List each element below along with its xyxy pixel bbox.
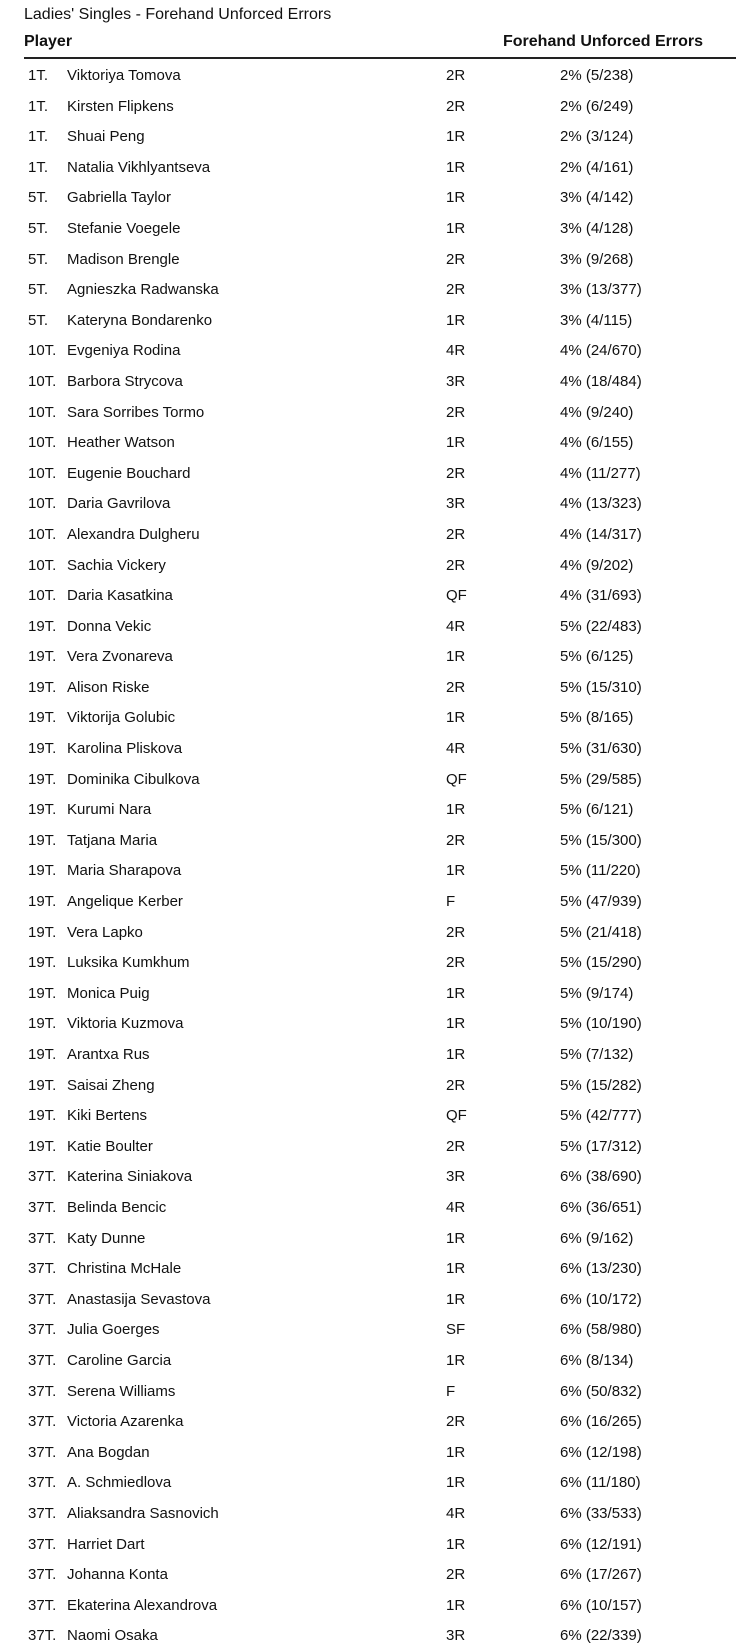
forehand-unforced-errors-value: 5% (6/125): [560, 648, 634, 666]
round-reached: 1R: [446, 862, 466, 880]
forehand-unforced-errors-value: 5% (22/483): [560, 617, 642, 635]
round-reached: 1R: [446, 219, 466, 237]
forehand-unforced-errors-value: 6% (22/339): [560, 1627, 642, 1645]
forehand-unforced-errors-value: 2% (6/249): [560, 97, 634, 115]
round-reached: QF: [446, 587, 467, 605]
forehand-unforced-errors-value: 2% (4/161): [560, 158, 634, 176]
table-row: [0, 244, 756, 275]
table-row: [0, 458, 756, 489]
forehand-unforced-errors-value: 6% (9/162): [560, 1229, 634, 1247]
table-row: [0, 213, 756, 244]
forehand-unforced-errors-value: 5% (9/174): [560, 984, 634, 1002]
player-rank: 37T.: [28, 1596, 57, 1614]
page-title: Ladies' Singles - Forehand Unforced Errors: [24, 6, 332, 23]
table-row: [0, 1131, 756, 1162]
round-reached: 2R: [446, 250, 466, 268]
player-name: Madison Brengle: [67, 250, 180, 268]
player-name: Anastasija Sevastova: [67, 1290, 211, 1308]
player-rank: 37T.: [28, 1443, 57, 1461]
forehand-unforced-errors-value: 5% (8/165): [560, 709, 634, 727]
round-reached: 1R: [446, 434, 466, 452]
table-row: [0, 1467, 756, 1498]
forehand-unforced-errors-value: 6% (17/267): [560, 1566, 642, 1584]
table-row: [0, 1039, 756, 1070]
player-rank: 19T.: [28, 954, 57, 972]
forehand-unforced-errors-value: 3% (13/377): [560, 281, 642, 299]
player-name: Viktoria Kuzmova: [67, 1015, 184, 1033]
table-row: [0, 305, 756, 336]
table-row: [0, 91, 756, 122]
player-rank: 19T.: [28, 923, 57, 941]
table-row: [0, 1284, 756, 1315]
table-row: [0, 1223, 756, 1254]
table-row: [0, 366, 756, 397]
player-rank: 19T.: [28, 1107, 57, 1125]
round-reached: 1R: [446, 648, 466, 666]
player-rank: 10T.: [28, 525, 57, 543]
player-rank: 5T.: [28, 219, 49, 237]
player-name: Shuai Peng: [67, 128, 145, 146]
player-rank: 1T.: [28, 158, 49, 176]
round-reached: 4R: [446, 1504, 466, 1522]
table-row: [0, 1161, 756, 1192]
player-rank: 37T.: [28, 1321, 57, 1339]
player-name: Ana Bogdan: [67, 1443, 150, 1461]
round-reached: SF: [446, 1321, 466, 1339]
player-rank: 37T.: [28, 1627, 57, 1645]
forehand-unforced-errors-value: 5% (15/310): [560, 678, 642, 696]
player-name: Natalia Vikhlyantseva: [67, 158, 211, 176]
round-reached: 1R: [446, 1535, 466, 1553]
forehand-unforced-errors-value: 4% (31/693): [560, 587, 642, 605]
player-rank: 5T.: [28, 250, 49, 268]
round-reached: 3R: [446, 495, 466, 513]
player-rank: 19T.: [28, 862, 57, 880]
table-header: [24, 31, 736, 59]
forehand-unforced-errors-value: 2% (5/238): [560, 67, 634, 84]
round-reached: 1R: [446, 1015, 466, 1033]
player-name: Karolina Pliskova: [67, 740, 183, 758]
table-row: [0, 1314, 756, 1345]
table-row: [0, 1590, 756, 1621]
player-rank: 37T.: [28, 1290, 57, 1308]
table-row: [0, 550, 756, 581]
player-rank: 19T.: [28, 770, 57, 788]
round-reached: 1R: [446, 311, 466, 329]
player-rank: 37T.: [28, 1351, 57, 1369]
player-rank: 37T.: [28, 1382, 57, 1400]
round-reached: 1R: [446, 128, 466, 146]
round-reached: 1R: [446, 1229, 466, 1247]
player-name: Ekaterina Alexandrova: [67, 1596, 218, 1614]
table-row: [0, 580, 756, 611]
player-name: Christina McHale: [67, 1260, 182, 1278]
player-rank: 10T.: [28, 587, 57, 605]
table-row: [0, 825, 756, 856]
round-reached: 2R: [446, 923, 466, 941]
player-rank: 19T.: [28, 831, 57, 849]
player-rank: 19T.: [28, 1137, 57, 1155]
round-reached: 1R: [446, 1474, 466, 1492]
player-name: Daria Kasatkina: [67, 587, 173, 605]
forehand-unforced-errors-value: 3% (4/142): [560, 189, 634, 207]
table-row: [0, 1376, 756, 1407]
player-name: Maria Sharapova: [67, 862, 182, 880]
round-reached: 2R: [446, 954, 466, 972]
player-rank: 19T.: [28, 648, 57, 666]
round-reached: 1R: [446, 1351, 466, 1369]
forehand-unforced-errors-value: 5% (17/312): [560, 1137, 642, 1155]
player-name: Saisai Zheng: [67, 1076, 155, 1094]
forehand-unforced-errors-value: 5% (29/585): [560, 770, 642, 788]
round-reached: 1R: [446, 709, 466, 727]
player-name: Alexandra Dulgheru: [67, 525, 200, 543]
round-reached: 1R: [446, 801, 466, 819]
round-reached: 3R: [446, 1168, 466, 1186]
table-row: [0, 488, 756, 519]
table-row: [0, 855, 756, 886]
round-reached: 2R: [446, 97, 466, 115]
round-reached: 2R: [446, 1137, 466, 1155]
player-name: Viktoriya Tomova: [67, 67, 181, 84]
player-rank: 19T.: [28, 801, 57, 819]
player-name: Kiki Bertens: [67, 1107, 148, 1125]
player-name: Belinda Bencic: [67, 1198, 167, 1216]
player-name: Evgeniya Rodina: [67, 342, 181, 360]
forehand-unforced-errors-value: 6% (13/230): [560, 1260, 642, 1278]
forehand-unforced-errors-value: 5% (15/282): [560, 1076, 642, 1094]
player-rank: 19T.: [28, 1076, 57, 1094]
player-rank: 5T.: [28, 281, 49, 299]
player-name: Serena Williams: [67, 1382, 176, 1400]
table-row: [0, 274, 756, 305]
round-reached: 2R: [446, 1413, 466, 1431]
forehand-unforced-errors-value: 5% (42/777): [560, 1107, 642, 1125]
round-reached: 2R: [446, 525, 466, 543]
forehand-unforced-errors-value: 5% (6/121): [560, 801, 634, 819]
forehand-unforced-errors-value: 5% (11/220): [560, 862, 641, 880]
round-reached: 4R: [446, 1198, 466, 1216]
player-name: Harriet Dart: [67, 1535, 145, 1553]
player-rank: 1T.: [28, 67, 49, 84]
table-row: [0, 1498, 756, 1529]
table-row: [0, 1406, 756, 1437]
forehand-unforced-errors-value: 5% (7/132): [560, 1046, 634, 1063]
table-row: [0, 1253, 756, 1284]
player-name: Dominika Cibulkova: [67, 770, 200, 788]
forehand-unforced-errors-value: 6% (10/172): [560, 1290, 642, 1308]
player-name: Julia Goerges: [67, 1321, 160, 1339]
player-name: Eugenie Bouchard: [67, 464, 191, 482]
player-name: Monica Puig: [67, 984, 150, 1002]
round-reached: 1R: [446, 1290, 466, 1308]
table-row: [0, 733, 756, 764]
forehand-unforced-errors-value: 6% (50/832): [560, 1382, 642, 1400]
player-rank: 19T.: [28, 678, 57, 696]
player-rank: 10T.: [28, 403, 57, 421]
forehand-unforced-errors-value: 3% (9/268): [560, 250, 634, 268]
round-reached: 2R: [446, 67, 466, 84]
forehand-unforced-errors-value: 6% (11/180): [560, 1474, 641, 1492]
player-rank: 10T.: [28, 495, 57, 513]
player-rank: 37T.: [28, 1474, 57, 1492]
forehand-unforced-errors-value: 6% (33/533): [560, 1504, 642, 1522]
forehand-unforced-errors-value: 4% (9/240): [560, 403, 634, 421]
round-reached: 3R: [446, 372, 466, 390]
player-rank: 37T.: [28, 1260, 57, 1278]
round-reached: 4R: [446, 617, 466, 635]
column-header-forehand-unforced-errors: Forehand Unforced Errors: [503, 33, 704, 50]
player-rank: 37T.: [28, 1198, 57, 1216]
player-name: Heather Watson: [67, 434, 175, 452]
forehand-unforced-errors-value: 6% (12/191): [560, 1535, 642, 1553]
table-row: [0, 1620, 756, 1651]
table-row: [0, 1070, 756, 1101]
player-name: Kirsten Flipkens: [67, 97, 174, 115]
table-body: [0, 60, 756, 1651]
table-row: [0, 519, 756, 550]
player-rank: 19T.: [28, 893, 57, 911]
player-name: Katie Boulter: [67, 1137, 153, 1155]
player-name: A. Schmiedlova: [67, 1474, 172, 1492]
round-reached: 2R: [446, 403, 466, 421]
round-reached: 1R: [446, 1596, 466, 1614]
table-row: [0, 1559, 756, 1590]
player-name: Aliaksandra Sasnovich: [67, 1504, 219, 1522]
round-reached: 3R: [446, 1627, 466, 1645]
forehand-unforced-errors-value: 4% (9/202): [560, 556, 634, 574]
player-name: Gabriella Taylor: [67, 189, 171, 207]
table-row: [0, 886, 756, 917]
player-rank: 5T.: [28, 311, 49, 329]
player-name: Vera Lapko: [67, 923, 143, 941]
player-name: Luksika Kumkhum: [67, 954, 190, 972]
round-reached: 2R: [446, 556, 466, 574]
forehand-unforced-errors-value: 6% (58/980): [560, 1321, 642, 1339]
player-rank: 37T.: [28, 1566, 57, 1584]
forehand-unforced-errors-value: 4% (14/317): [560, 525, 642, 543]
player-name: Arantxa Rus: [67, 1046, 150, 1063]
player-name: Victoria Azarenka: [67, 1413, 184, 1431]
player-rank: 37T.: [28, 1168, 57, 1186]
player-rank: 19T.: [28, 617, 57, 635]
forehand-unforced-errors-value: 4% (13/323): [560, 495, 642, 513]
forehand-unforced-errors-value: 6% (8/134): [560, 1351, 634, 1369]
player-rank: 37T.: [28, 1535, 57, 1553]
column-header-player: Player: [24, 33, 73, 50]
round-reached: 4R: [446, 740, 466, 758]
table-row: [0, 764, 756, 795]
forehand-unforced-errors-value: 5% (21/418): [560, 923, 642, 941]
player-rank: 19T.: [28, 984, 57, 1002]
player-name: Tatjana Maria: [67, 831, 158, 849]
player-name: Daria Gavrilova: [67, 495, 171, 513]
table-row: [0, 641, 756, 672]
round-reached: 4R: [446, 342, 466, 360]
round-reached: QF: [446, 1107, 467, 1125]
table-row: [0, 427, 756, 458]
player-rank: 19T.: [28, 1046, 57, 1063]
forehand-unforced-errors-value: 5% (15/290): [560, 954, 642, 972]
player-rank: 19T.: [28, 740, 57, 758]
forehand-unforced-errors-value: 2% (3/124): [560, 128, 634, 146]
player-name: Alison Riske: [67, 678, 150, 696]
player-name: Johanna Konta: [67, 1566, 168, 1584]
table-row: [0, 152, 756, 183]
table-row: [0, 1345, 756, 1376]
table-row: [0, 60, 756, 91]
player-name: Sara Sorribes Tormo: [67, 403, 205, 421]
player-rank: 1T.: [28, 97, 49, 115]
player-rank: 10T.: [28, 342, 57, 360]
forehand-unforced-errors-value: 3% (4/115): [560, 311, 633, 329]
player-name: Sachia Vickery: [67, 556, 166, 574]
table-row: [0, 917, 756, 948]
player-name: Viktorija Golubic: [67, 709, 176, 727]
forehand-unforced-errors-value: 6% (10/157): [560, 1596, 642, 1614]
player-rank: 37T.: [28, 1504, 57, 1522]
player-rank: 19T.: [28, 709, 57, 727]
player-rank: 10T.: [28, 434, 57, 452]
forehand-unforced-errors-value: 6% (16/265): [560, 1413, 642, 1431]
table-row: [0, 978, 756, 1009]
player-name: Katerina Siniakova: [67, 1168, 193, 1186]
table-row: [0, 702, 756, 733]
player-rank: 1T.: [28, 128, 49, 146]
round-reached: 2R: [446, 1076, 466, 1094]
table-row: [0, 1192, 756, 1223]
forehand-unforced-errors-value: 3% (4/128): [560, 219, 634, 237]
player-name: Agnieszka Radwanska: [67, 281, 219, 299]
round-reached: F: [446, 893, 456, 911]
table-row: [0, 672, 756, 703]
forehand-unforced-errors-value: 4% (24/670): [560, 342, 642, 360]
forehand-unforced-errors-value: 6% (38/690): [560, 1168, 642, 1186]
table-row: [0, 611, 756, 642]
player-name: Vera Zvonareva: [67, 648, 173, 666]
table-row: [0, 1437, 756, 1468]
forehand-unforced-errors-value: 5% (31/630): [560, 740, 642, 758]
player-name: Katy Dunne: [67, 1229, 146, 1247]
table-row: [0, 947, 756, 978]
player-rank: 10T.: [28, 464, 57, 482]
player-name: Barbora Strycova: [67, 372, 183, 390]
player-rank: 10T.: [28, 556, 57, 574]
player-rank: 10T.: [28, 372, 57, 390]
table-row: [0, 121, 756, 152]
round-reached: 1R: [446, 1260, 466, 1278]
forehand-unforced-errors-value: 4% (18/484): [560, 372, 642, 390]
round-reached: 2R: [446, 464, 466, 482]
forehand-unforced-errors-value: 5% (15/300): [560, 831, 642, 849]
player-name: Caroline Garcia: [67, 1351, 172, 1369]
round-reached: 1R: [446, 1046, 466, 1063]
table-row: [0, 397, 756, 428]
player-rank: 5T.: [28, 189, 49, 207]
table-row: [0, 1529, 756, 1560]
round-reached: 1R: [446, 1443, 466, 1461]
round-reached: 2R: [446, 281, 466, 299]
round-reached: 2R: [446, 831, 466, 849]
player-rank: 37T.: [28, 1413, 57, 1431]
forehand-unforced-errors-value: 6% (36/651): [560, 1198, 642, 1216]
round-reached: 1R: [446, 158, 466, 176]
player-name: Naomi Osaka: [67, 1627, 158, 1645]
table-row: [0, 182, 756, 213]
forehand-unforced-errors-value: 4% (11/277): [560, 464, 641, 482]
table-row: [0, 335, 756, 366]
player-rank: 37T.: [28, 1229, 57, 1247]
player-name: Angelique Kerber: [67, 893, 183, 911]
round-reached: 2R: [446, 1566, 466, 1584]
player-name: Stefanie Voegele: [67, 219, 181, 237]
round-reached: 1R: [446, 984, 466, 1002]
forehand-unforced-errors-value: 4% (6/155): [560, 434, 634, 452]
player-name: Kateryna Bondarenko: [67, 311, 213, 329]
round-reached: 1R: [446, 189, 466, 207]
forehand-unforced-errors-value: 5% (10/190): [560, 1015, 642, 1033]
table-row: [0, 794, 756, 825]
table-row: [0, 1008, 756, 1039]
round-reached: F: [446, 1382, 456, 1400]
forehand-unforced-errors-value: 5% (47/939): [560, 893, 642, 911]
player-name: Kurumi Nara: [67, 801, 152, 819]
forehand-unforced-errors-value: 6% (12/198): [560, 1443, 642, 1461]
player-rank: 19T.: [28, 1015, 57, 1033]
player-name: Donna Vekic: [67, 617, 152, 635]
table-row: [0, 1100, 756, 1131]
round-reached: QF: [446, 770, 467, 788]
round-reached: 2R: [446, 678, 466, 696]
